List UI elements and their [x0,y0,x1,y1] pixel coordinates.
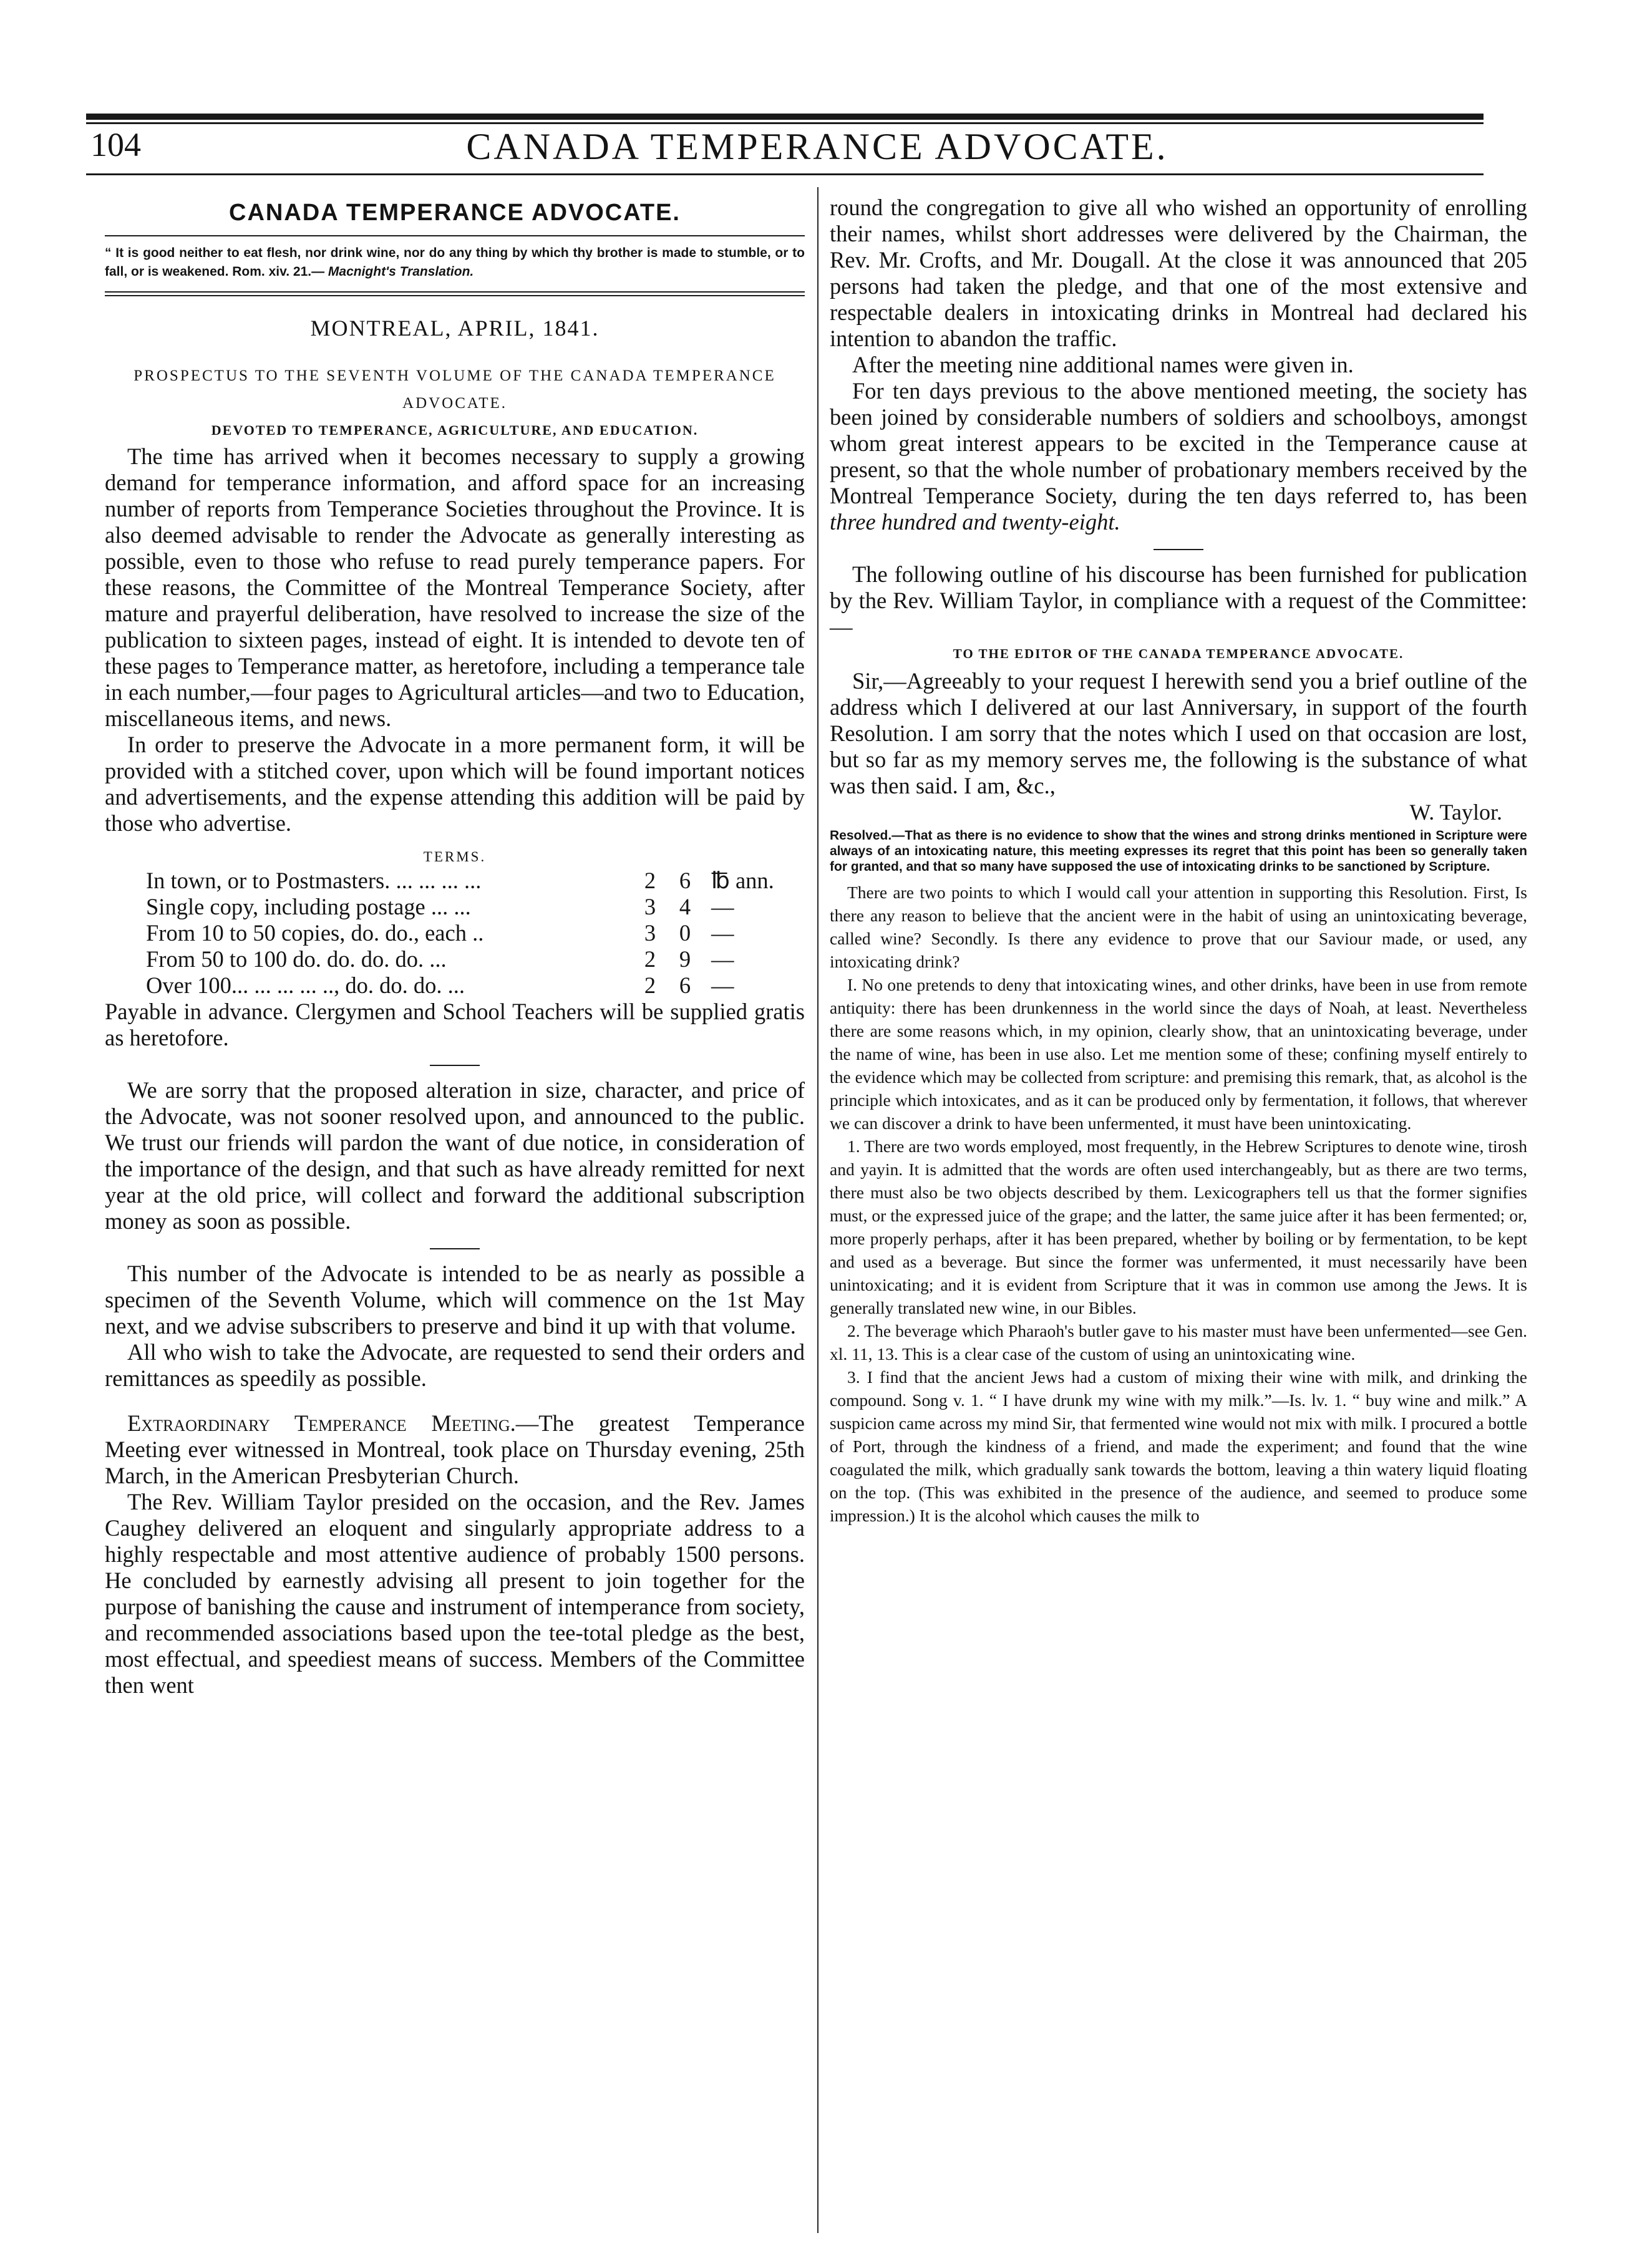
motto-text: “ It is good neither to eat flesh, nor drink wine, nor do any thing by which thy brother is made to stumble, or to fall, or is weakened. Rom. xiv. 21.— [105,246,805,279]
resolution: Resolved.—That as there is no evidence to show that the wines and strong drinks mentioned in Scripture were always of an intoxicating nature, this meeting expresses its regret that this point has been so generally taken for granted, and that so many have supposed the use of intoxicating drinks to be sanctioned by Scripture. [830,828,1527,874]
terms-unit: — [711,972,734,998]
terms-desc: From 10 to 50 copies, do. do., each .. [146,920,484,946]
to-editor-heading: TO THE EDITOR OF THE CANADA TEMPERANCE ADVOCATE. [953,646,1404,661]
masthead-rule [105,235,805,236]
ten-days-text: For ten days previous to the above mentioned meeting, the society has been joined by considerable numbers of soldiers and schoolboys, amongst whom great interest appears to be excited in the Temperance cause at present, so that the whole number of probationary members received by the Montreal Temperance Society, during the ten days referred to, has been [830,378,1527,508]
section-rule [1154,549,1203,550]
meeting-paragraph [105,1410,805,1489]
terms-row [146,894,774,920]
terms-shillings: 2 [644,868,656,893]
terms-shillings: 3 [644,894,656,919]
terms-unit: — [711,894,734,919]
terms-pence: 0 [679,920,691,946]
terms-pence: 9 [679,946,691,972]
terms-pence: 6 [679,868,691,893]
payable-note: Payable in advance. Clergymen and School Teachers will be supplied gratis as heretofore. [105,999,805,1050]
left-column [105,195,805,1699]
terms-row [146,946,774,972]
taylor-paragraph: The Rev. William Taylor presided on the occasion, and the Rev. James Caughey delivered an eloquent and singularly appropriate address to a highly respectable and most attentive audience of probably 1500 persons. He concluded by earnestly advising all present to join together for the purpose of banishing the cause and instrument of intemperance from society, and recommended associations based upon the tee-total pledge as the best, most effectual, and speediest means of success. Members of the Committee then went [105,1489,805,1698]
terms-pence: 4 [679,894,691,919]
masthead: CANADA TEMPERANCE ADVOCATE. [229,200,681,226]
terms-desc: In town, or to Postmasters. ... ... ... ... [146,868,482,893]
terms-unit: — [711,920,734,946]
point-1-paragraph: 1. There are two words employed, most frequently, in the Hebrew Scriptures to denote wine, tirosh and yayin. It is admitted that the words are often used interchangeably, but as there are two terms, there must also be two objects described by them. Lexicographers tell us that the former signifies must, or the expressed juice of the grape; and the latter, the same juice after it has been fermented; or, more properly perhaps, after it has been prepared, whether by boiling or by fermentation, to be kept and used as a beverage. But since the former was unfermented, it must necessarily have been unintoxicating; and it is evident from Scripture that it was in common use among the Jews. It is generally translated new wine, in our Bibles. [830,1136,1527,1317]
prospectus-title: PROSPECTUS TO THE SEVENTH VOLUME OF THE CANADA TEMPERANCE ADVOCATE. [134,367,776,412]
sorry-paragraph: We are sorry that the proposed alteration in size, character, and price of the Advocate, was not sooner resolved upon, and announced to the public. We trust our friends will pardon the want of due notice, in consideration of the importance of the design, and that such as have already remitted for next year at the old price, will collect and forward the additional subscription money as soon as possible. [105,1077,805,1234]
running-title: CANADA TEMPERANCE ADVOCATE. [466,126,1168,167]
dateline: MONTREAL, APRIL, 1841. [310,316,600,341]
terms-shillings: 2 [644,972,656,998]
terms-unit: — [711,946,734,972]
top-thin-rule [86,122,1484,124]
point-3-paragraph: 3. I find that the ancient Jews had a custom of mixing their wine with milk, and drinking the compound. Song v. 1. “ I have drunk my wine with my milk.”—Is. lv. 1. “ buy wine and milk.” A suspicion came across my mind Sir, that fermented wine would not mix with milk. I procured a bottle of Port, through the kindness of a friend, and made the experiment; and found that the wine coagulated the milk, which gradually sank towards the bottom, leaving a thin watery liquid floating on the top. (This was exhibited in the presence of the audience, and seemed to produce some impression.) It is the alcohol which causes the milk to [830,1367,1527,1525]
column-divider [817,187,818,2233]
page-number: 104 [90,126,141,163]
terms-shillings: 2 [644,946,656,972]
devoted-line: DEVOTED TO TEMPERANCE, AGRICULTURE, AND EDUCATION. [211,422,699,438]
additional-names: After the meeting nine additional names were given in. [852,352,1354,377]
terms-row [146,868,774,894]
motto [105,244,805,281]
ten-days-paragraph [830,378,1527,535]
terms-shillings: 3 [644,920,656,946]
terms-table [146,868,774,999]
congregation-paragraph: round the congregation to give all who wished an opportunity of enrolling their names, whilst short addresses were delivered by the Chairman, the Rev. Mr. Crofts, and Mr. Dougall. At the close it was announced that 205 persons had taken the pledge, and that one of the most extensive and respectable dealers in intoxicating drinks in Montreal had declared his intention to abandon the traffic. [830,195,1527,351]
following-paragraph: The following outline of his discourse has been furnished for publication by the Rev. William Taylor, in compliance with a request of the Committee:— [830,561,1527,639]
terms-unit: ℔ ann. [711,868,774,893]
prospectus-paragraph-1: The time has arrived when it becomes necessary to supply a growing demand for temperance information, and afford space for an increasing number of reports from Temperance Societies throughout the Province. It is also deemed advisable to render the Advocate as generally interesting as possible, even to those who refuse to read purely temperance papers. For these reasons, the Committee of the Montreal Temperance Society, after mature and prayerful deliberation, have resolved to increase the size of the publication to sixteen pages, instead of eight. It is intended to devote ten of these pages to Temperance matter, as heretofore, including a temperance tale in each number,—four pages to Agricultural articles—and two to Education, miscellaneous items, and news. [105,443,805,731]
specimen-paragraph: This number of the Advocate is intended to be as nearly as possible a specimen of the Seventh Volume, which will commence on the 1st May next, and we advise subscribers to preserve and bind it up with that volume. [105,1261,805,1339]
signature: W. Taylor. [1409,800,1502,825]
terms-pence: 6 [679,972,691,998]
top-heavy-rule [86,114,1484,120]
section-rule [430,1248,480,1249]
letter-paragraph: Sir,—Agreeably to your request I herewith send you a brief outline of the address which I delivered at our last Anniversary, in support of the fourth Resolution. I am sorry that the notes which I used on that occasion are lost, but so far as my memory serves me, the following is the substance of what was then said. I am, &c., [830,668,1527,798]
terms-desc: Over 100... ... ... ... .., do. do. do. ... [146,972,465,998]
terms-desc: Single copy, including postage ... ... [146,894,471,919]
two-points-paragraph: There are two points to which I would call your attention in supporting this Resolution. First, Is there any reason to believe that the ancient were in the habit of using an unintoxicating beverage, called wine? Secondly. Is there any evidence to prove that our Saviour made, or used, any intoxicating drink? [830,883,1527,971]
orders-paragraph: All who wish to take the Advocate, are requested to send their orders and remittances as speedily as possible. [105,1339,805,1391]
point-2-paragraph: 2. The beverage which Pharaoh's butler gave to his master must have been unfermented—see Gen. xl. 11, 13. This is a clear case of the custom of using an unintoxicating wine. [830,1321,1527,1364]
right-column [830,195,1527,1527]
terms-desc: From 50 to 100 do. do. do. do. ... [146,946,447,972]
section-I-paragraph: I. No one pretends to deny that intoxicating wines, and other drinks, have been in use from remote antiquity: there has been drunkenness in the world since the days of Noah, at least. Nevertheless there are some reasons which, in my opinion, clearly show, that an unintoxicating beverage, under the name of wine, has been in use also. Let me mention some of these; confining myself entirely to the evidence which may be collected from scripture: and premising this remark, that, as alcohol is the principle which intoxicates, and as it can be produced only by fermentation, it follows, that wherever we can discover a drink to have been unfermented, it must have been unintoxicating. [830,975,1527,1133]
motto-citation: Macnight's Translation. [328,264,474,279]
section-rule [430,1065,480,1066]
terms-row [146,972,774,999]
motto-double-rule [105,291,805,296]
meeting-heading: Extraordinary Temperance Meeting. [127,1410,516,1436]
terms-row [146,920,774,946]
prospectus-paragraph-2: In order to preserve the Advocate in a more permanent form, it will be provided with a stitched cover, upon which will be found important notices and advertisements, and the expense attending this addition will be paid by those who advertise. [105,732,805,836]
meeting-text: —The greatest Temperance Meeting ever witnessed in Montreal, took place on Thursday evening, 25th March, in the American Presbyterian Church. [105,1410,805,1488]
terms-title: TERMS. [423,849,487,865]
header-bottom-rule [86,173,1484,175]
ten-days-emphasis: three hundred and twenty-eight. [830,509,1120,535]
